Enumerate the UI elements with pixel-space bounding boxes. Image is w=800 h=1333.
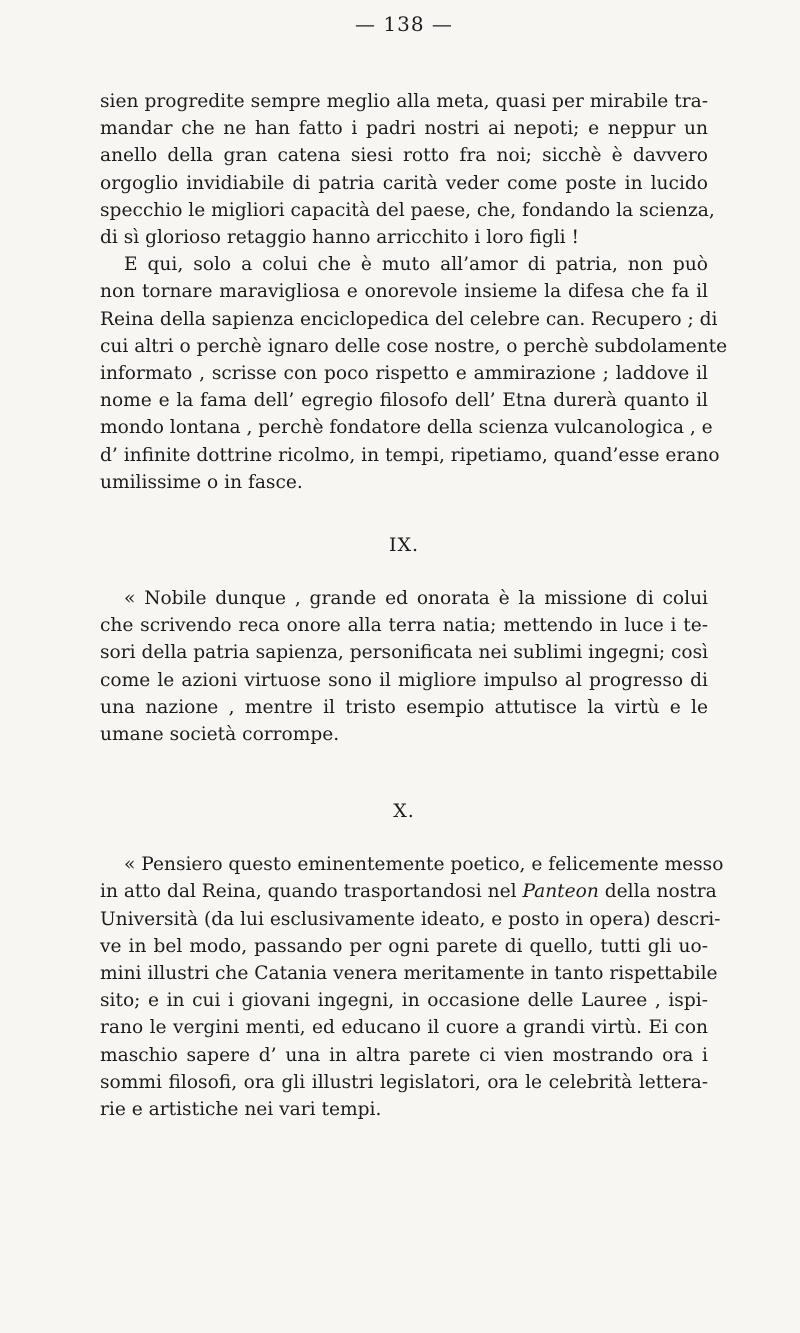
text-line: come le azioni virtuose sono il migliore impulso al progresso di [100,669,708,691]
text-line: mondo lontana , perchè fondatore della scienza vulcanologica , e [100,417,713,439]
text-line: d’ infinite dottrine ricolmo, in tempi, ripetiamo, quand’esse erano [100,444,720,466]
text-line: nome e la fama dell’ egregio filosofo dell’ Etna durerà quanto il [100,390,708,412]
text-line: una nazione , mentre il tristo esempio attutisce la virtù e le [100,696,708,718]
text-line: Università (da lui esclusivamente ideato, e posto in opera) descri- [100,908,721,930]
text-line: sori della patria sapienza, personificata nei sublimi ingegni; così [100,642,709,664]
text-line: specchio le migliori capacità del paese, che, fondando la scienza, [100,199,715,221]
text-line: umane società corrompe. [100,724,340,746]
text-line: rano le vergini menti, ed educano il cuore a grandi virtù. Ei con [100,1017,708,1039]
text-line: informato , scrisse con poco rispetto e ammirazione ; laddove il [100,363,708,385]
text-line: Reina della sapienza enciclopedica del celebre can. Recupero ; di [100,308,718,330]
text-line: rie e artistiche nei vari tempi. [100,1099,382,1121]
text-line: umilissime o in fasce. [100,471,303,493]
text-line: sommi filosofi, ora gli illustri legislatori, ora le celebrità lettera- [100,1071,708,1093]
text-line: di sì glorioso retaggio hanno arricchito i loro figli ! [100,227,580,249]
text-line: ve in bel modo, passando per ogni parete di quello, tutti gli uo- [100,935,708,957]
text-line: cui altri o perchè ignaro delle cose nostre, o perchè subdolamente [100,335,728,357]
text-line: orgoglio invidiabile di patria carità veder come poste in lucido [100,172,708,194]
text-line: « Nobile dunque , grande ed onorata è la missione di colui [124,588,708,610]
text-line: « Pensiero questo eminentemente poetico, e felicemente messo [124,854,724,876]
text-line: non tornare maravigliosa e onorevole insieme la difesa che fa il [100,281,708,303]
text-line: sien progredite sempre meglio alla meta, quasi per mirabile tra- [100,91,708,112]
page-number: — 138 — [355,12,453,36]
paragraph-pensiero [100,851,724,1123]
text-line: in atto dal Reina, quando trasportandosi nel Panteon della nostra [100,881,717,903]
text-line: sito; e in cui i giovani ingegni, in occasione delle Lauree , ispi- [100,990,708,1012]
paragraph-nobile [100,585,708,748]
text-line: E qui, solo a colui che è muto all’amor di patria, non può [124,254,708,276]
text-line: maschio sapere d’ una in altra parete ci vien mostrando ora i [100,1044,708,1066]
paragraph-recupero [100,251,728,496]
paragraph-continuation [100,88,715,251]
text-line: che scrivendo reca onore alla terra natia; mettendo in luce i te- [100,615,708,637]
section-heading-x: X. [393,800,415,823]
text-line: anello della gran catena siesi rotto fra noi; sicchè è davvero [100,145,708,167]
text-line: mini illustri che Catania venera meritamente in tanto rispettabile [100,963,718,985]
section-heading-ix: IX. [388,534,420,557]
text-line: mandar che ne han fatto i padri nostri ai nepoti; e neppur un [100,118,708,140]
italic-word: Panteon [522,881,599,903]
